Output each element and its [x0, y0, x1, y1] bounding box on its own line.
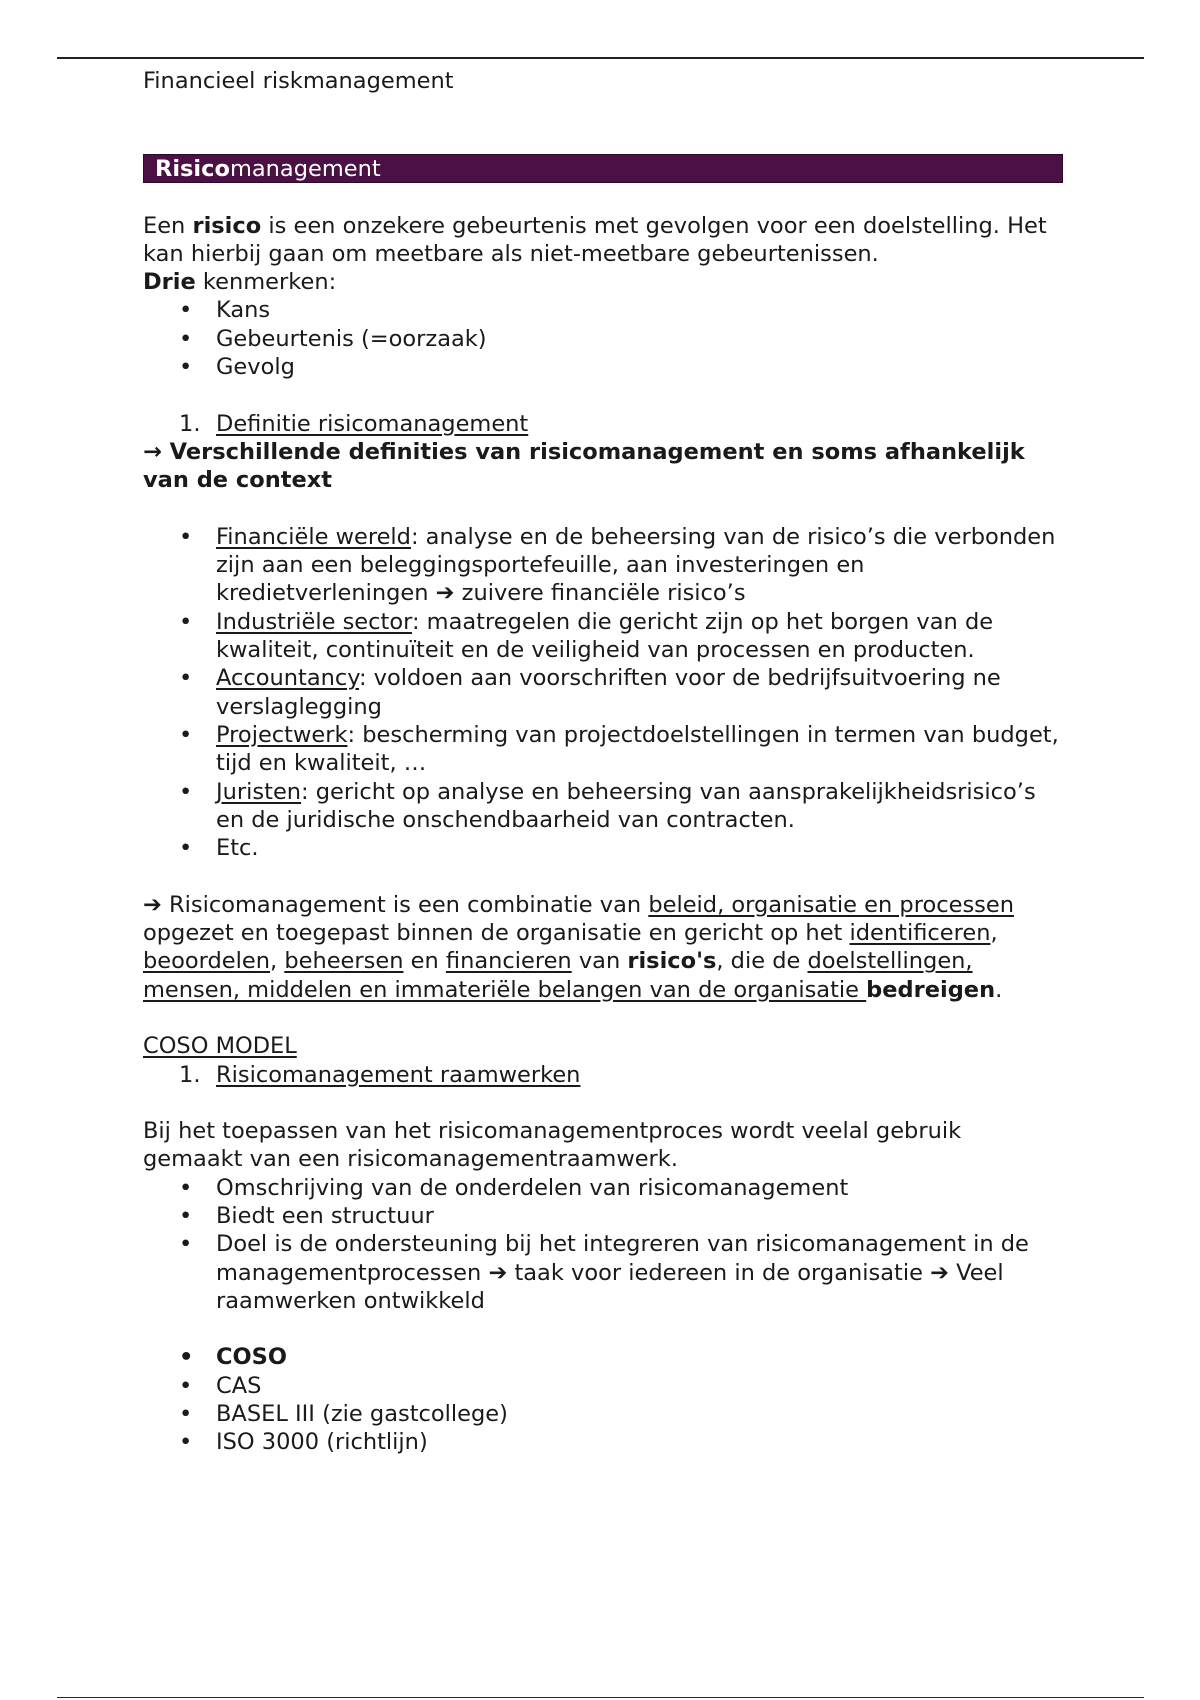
- list-item: • Omschrijving van de onderdelen van risicomanagement: [143, 1174, 1063, 1202]
- list-item: • CAS: [143, 1372, 1063, 1400]
- coso-points-list: [143, 1174, 1063, 1315]
- section-title-bold: Risico: [155, 156, 230, 183]
- list-item: • Industriële sector: maatregelen die gericht zijn op het borgen van de kwaliteit, continuïteit en de veiligheid van processen en producten.: [143, 608, 1063, 665]
- list-item: • Financiële wereld: analyse en de beheersing van de risico’s die verbonden zijn aan een beleggingsportefeuille, aan investeringen en kredietverleningen ➔ zuivere financiële risico’s: [143, 523, 1063, 608]
- document-page: [143, 67, 1063, 1457]
- list-item: • Kans: [143, 296, 1063, 324]
- list-item: • Gevolg: [143, 353, 1063, 381]
- section-title-rest: management: [229, 156, 381, 183]
- header-rule: [57, 57, 1144, 59]
- list-item: • BASEL III (zie gastcollege): [143, 1400, 1063, 1428]
- list-item: • Projectwerk: bescherming van projectdoelstellingen in termen van budget, tijd en kwaliteit, …: [143, 721, 1063, 778]
- coso-title: COSO MODEL: [143, 1033, 297, 1060]
- footer-rule: [57, 1697, 1144, 1698]
- list-item: • Doel is de ondersteuning bij het integreren van risicomanagement in de managementprocessen ➔ taak voor iedereen in de organisatie ➔ Veel raamwerken ontwikkeld: [143, 1230, 1063, 1315]
- section-heading-bar: [143, 154, 1063, 183]
- summary-paragraph: ➔ Risicomanagement is een combinatie van beleid, organisatie en processen opgezet en toegepast binnen de organisatie en gericht op het identificeren, beoordelen, beheersen en financieren van risico's, die de doelstellingen, mensen, middelen en immateriële belangen van de organisatie bedreigen.: [143, 891, 1014, 1003]
- list-item: • Gebeurtenis (=oorzaak): [143, 325, 1063, 353]
- definition-heading: 1. Definitie risicomanagement: [179, 410, 529, 437]
- kenmerken-list: [143, 296, 1063, 381]
- list-item: • Juristen: gericht op analyse en beheersing van aansprakelijkheidsrisico’s en de juridische onschendbaarheid van contracten.: [143, 778, 1063, 835]
- frameworks-list: [143, 1343, 1063, 1456]
- page-header-title: Financieel riskmanagement: [143, 68, 454, 94]
- definition-heading-list: [143, 410, 1063, 438]
- list-item: • Etc.: [143, 834, 1063, 862]
- list-item: • Biedt een structuur: [143, 1202, 1063, 1230]
- term-risico: risico: [192, 212, 262, 239]
- coso-heading-list: [143, 1061, 1063, 1089]
- risk-definition-paragraph: Een risico is een onzekere gebeurtenis met gevolgen voor een doelstelling. Het kan hierbij gaan om meetbare als niet-meetbare gebeurtenissen.: [143, 212, 1047, 267]
- definitions-list: [143, 523, 1063, 863]
- list-item: • ISO 3000 (richtlijn): [143, 1428, 1063, 1456]
- list-item: • COSO: [143, 1343, 1063, 1371]
- list-item: • Accountancy: voldoen aan voorschriften voor de bedrijfsuitvoering ne verslaglegging: [143, 664, 1063, 721]
- coso-heading: 1. Risicomanagement raamwerken: [179, 1061, 581, 1088]
- coso-paragraph: Bij het toepassen van het risicomanagementproces wordt veelal gebruik gemaakt van een risicomanagementraamwerk.: [143, 1118, 962, 1173]
- kenmerken-intro: Drie kenmerken:: [143, 269, 337, 296]
- definitions-arrow-note: → Verschillende definities van risicomanagement en soms afhankelijk van de context: [143, 438, 1025, 494]
